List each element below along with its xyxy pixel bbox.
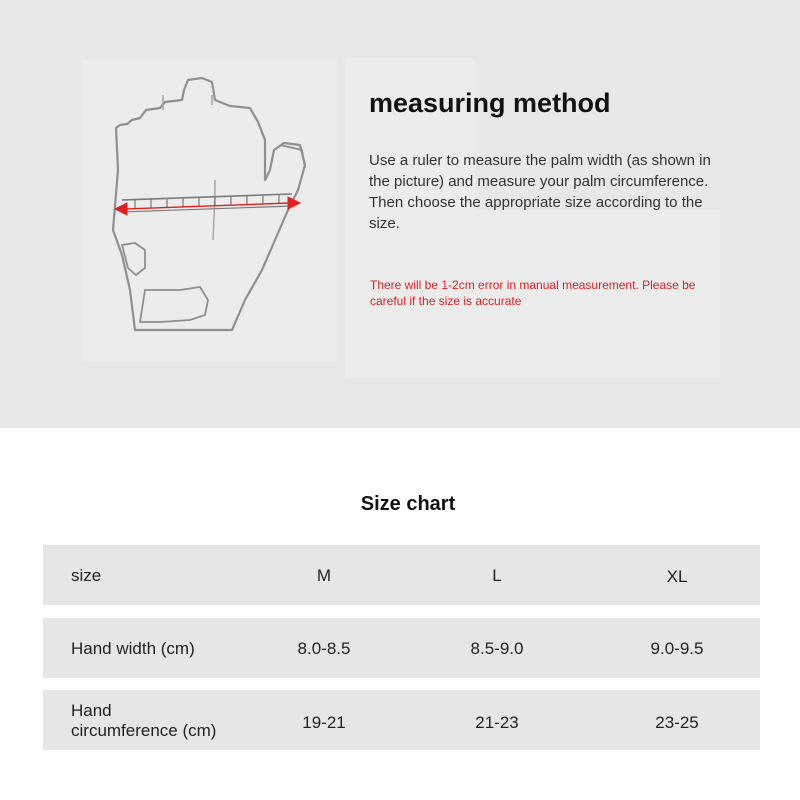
size-header-label: size <box>71 566 102 585</box>
hand-circumference-m-value: 19-21 <box>302 713 346 732</box>
hand-circumference-xl-value: 23-25 <box>655 713 699 732</box>
size-header-row <box>43 545 760 605</box>
size-header-m-text: M <box>316 566 332 585</box>
hand-width-row <box>43 618 760 678</box>
hand-circumference-label <box>71 701 216 741</box>
measuring-method-title: measuring method <box>369 88 611 118</box>
hand-circumference-l-value: 21-23 <box>475 713 519 732</box>
size-header-xl-text: XL <box>666 567 688 586</box>
palm-crease <box>213 180 215 240</box>
size-chart-title: Size chart <box>360 493 456 515</box>
measuring-method-description: Use a ruler to measure the palm width (as shown in the picture) and measure your palm circumference. Then choose the appropriate size according to the size. <box>369 152 711 232</box>
measurement-error-warning: There will be 1-2cm error in manual measurement. Please be careful if the size is accurate <box>370 278 696 308</box>
hand-circumference-label-line2: circumference (cm) <box>71 721 217 740</box>
hand-width-m-value: 8.0-8.5 <box>297 639 351 658</box>
hand-circumference-row <box>43 690 760 750</box>
hand-width-label: Hand width (cm) <box>71 639 195 658</box>
ruler-line <box>122 194 292 200</box>
ruler-line <box>122 206 292 212</box>
size-header-l-text: L <box>492 566 502 585</box>
hand-width-xl-value: 9.0-9.5 <box>650 639 704 658</box>
palm-pad <box>140 287 208 322</box>
hand-width-l-value: 8.5-9.0 <box>470 639 524 658</box>
hand-circumference-label-line1: Hand <box>71 701 112 720</box>
